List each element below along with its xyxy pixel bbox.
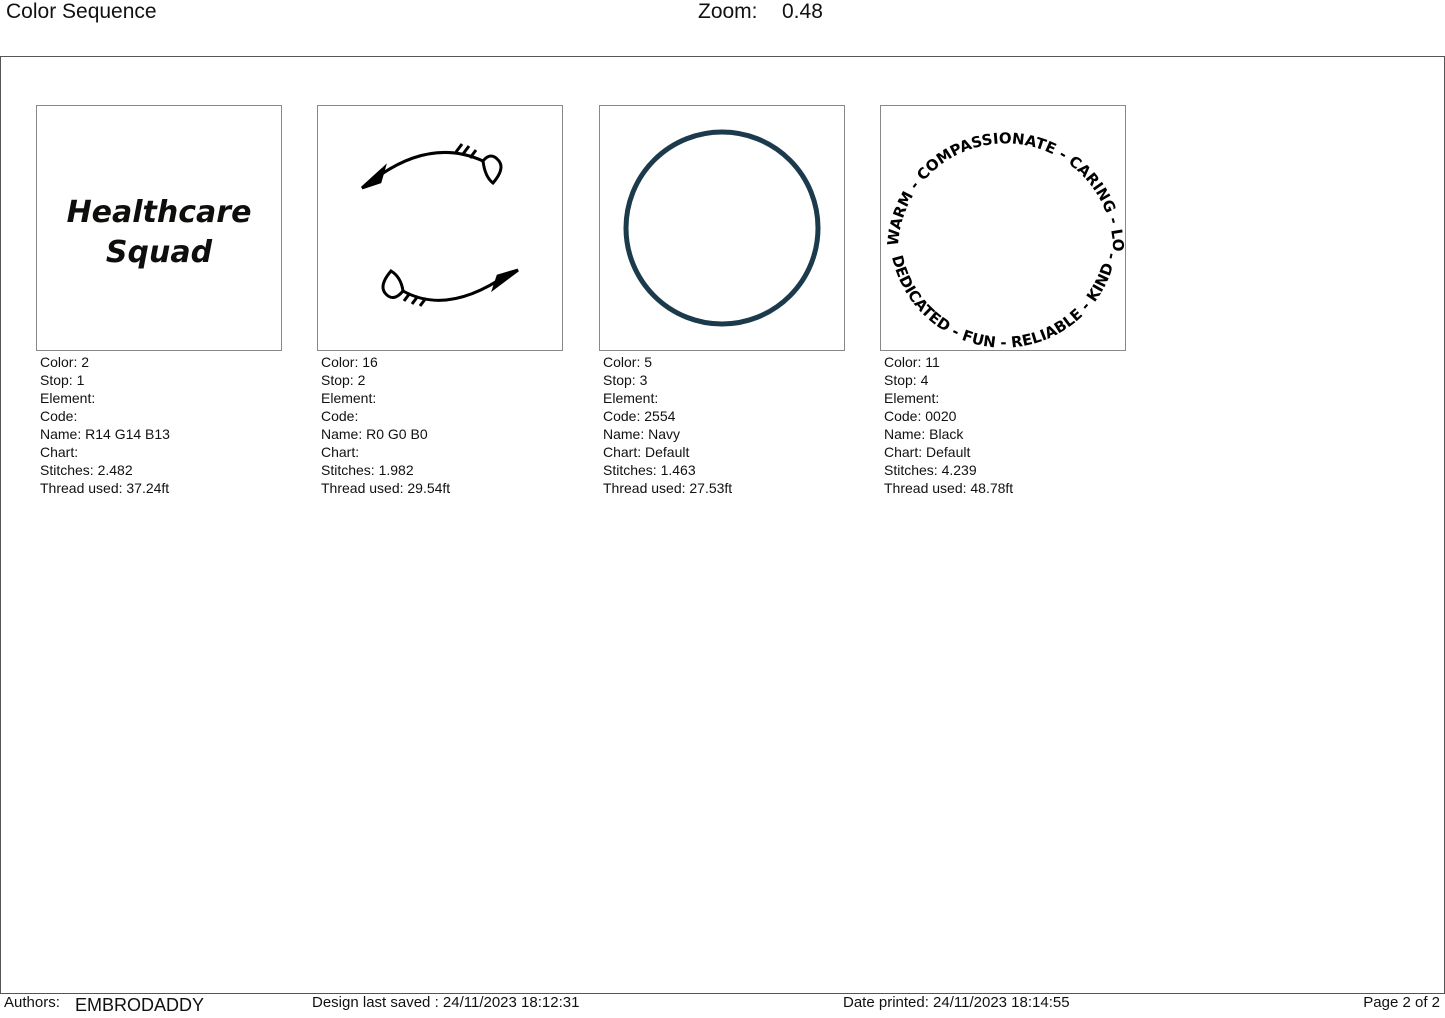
arrow-head-icon	[494, 270, 518, 288]
design-thumbnail	[36, 105, 282, 351]
design-thumbnail	[317, 105, 563, 351]
element: Element:	[603, 390, 659, 406]
art-text: Healthcare	[66, 195, 252, 230]
thread-used: Thread used: 27.53ft	[603, 480, 733, 496]
chart: Chart:	[40, 444, 79, 460]
zoom-value: 0.48	[782, 0, 823, 23]
color-number: Color: 2	[40, 354, 90, 370]
arrows-art	[318, 106, 562, 350]
color-card	[880, 105, 1126, 497]
thread-name: Name: Navy	[603, 426, 681, 442]
stitches: Stitches: 2.482	[40, 462, 133, 478]
heart-icon	[483, 156, 501, 183]
thread-used: Thread used: 48.78ft	[884, 480, 1014, 496]
healthcare-squad-art	[37, 106, 281, 350]
design-last-saved: Design last saved : 24/11/2023 18:12:31	[312, 994, 580, 1011]
authors-value: EMBRODADDY	[75, 995, 205, 1015]
stop: Stop: 1	[40, 372, 85, 388]
color-card	[36, 105, 282, 497]
thread-name: Name: R14 G14 B13	[40, 426, 170, 442]
arrow-shaft	[403, 274, 508, 300]
zoom-label: Zoom:	[698, 0, 758, 23]
stop: Stop: 3	[603, 372, 648, 388]
color-number: Color: 16	[321, 354, 378, 370]
code: Code:	[321, 408, 359, 424]
chart: Chart: Default	[884, 444, 971, 460]
art-text: Squad	[105, 235, 213, 270]
stop: Stop: 2	[321, 372, 366, 388]
color-card	[599, 105, 845, 497]
stitches: Stitches: 1.463	[603, 462, 696, 478]
thread-used: Thread used: 29.54ft	[321, 480, 451, 496]
color-card	[317, 105, 563, 497]
design-thumbnail	[599, 105, 845, 351]
thread-name: Name: Black	[884, 426, 964, 442]
chart: Chart:	[321, 444, 360, 460]
color-number: Color: 11	[884, 354, 940, 370]
design-thumbnail	[880, 105, 1126, 351]
page-number: Page 2 of 2	[1363, 994, 1440, 1011]
element: Element:	[884, 390, 940, 406]
color-number: Color: 5	[603, 354, 653, 370]
circle-art	[600, 106, 844, 350]
circle-words-art	[881, 106, 1125, 350]
code: Code:	[40, 408, 78, 424]
element: Element:	[40, 390, 96, 406]
code: Code: 0020	[884, 408, 957, 424]
chart: Chart: Default	[603, 444, 690, 460]
stitches: Stitches: 4.239	[884, 462, 977, 478]
stop: Stop: 4	[884, 372, 929, 388]
thread-name: Name: R0 G0 B0	[321, 426, 428, 442]
authors-label: Authors:	[4, 994, 60, 1011]
code: Code: 2554	[603, 408, 676, 424]
arrow-head-icon	[362, 168, 384, 188]
element: Element:	[321, 390, 377, 406]
arc-text-top: WARM - COMPASSIONATE - CARING - L	[883, 129, 1125, 247]
page-title: Color Sequence	[6, 0, 157, 23]
thread-used: Thread used: 37.24ft	[40, 480, 170, 496]
heart-icon	[383, 271, 403, 298]
date-printed: Date printed: 24/11/2023 18:14:55	[843, 994, 1070, 1011]
navy-circle	[626, 132, 818, 324]
arc-text-bottom: DEDICATED - FUN - RELIABLE - KIND -	[888, 251, 1120, 350]
stitches: Stitches: 1.982	[321, 462, 414, 478]
